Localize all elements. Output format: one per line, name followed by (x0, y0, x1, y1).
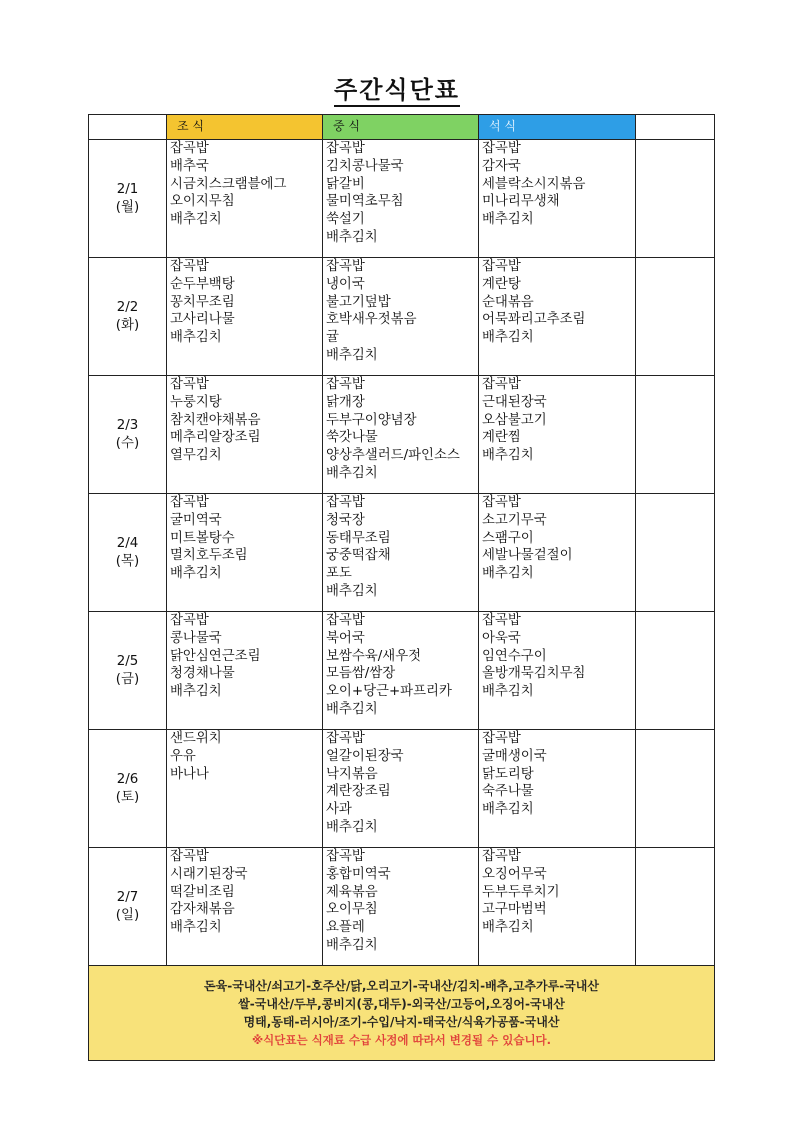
menu-item: 잡곡밥 (482, 141, 521, 156)
breakfast-menu-cell (167, 730, 323, 848)
menu-item: 잡곡밥 (482, 849, 521, 864)
menu-item: 잡곡밥 (326, 259, 365, 274)
dinner-menu-cell (479, 376, 636, 494)
menu-item: 고구마범벅 (482, 902, 547, 918)
day-date-cell (89, 258, 167, 376)
menu-item: 참치캔야채볶음 (170, 412, 261, 428)
menu-item: 배추김치 (482, 920, 534, 936)
menu-item: 잡곡밥 (482, 259, 521, 274)
menu-item: 오삼불고기 (482, 412, 547, 428)
menu-item: 북어국 (326, 630, 365, 646)
day-of-week: (금) (115, 671, 140, 687)
menu-item: 오징어무국 (482, 866, 547, 882)
change-warning: ※식단표는 식재료 수급 사정에 따라서 변경될 수 있습니다. (251, 1033, 552, 1047)
menu-item: 꽁치무조림 (170, 294, 235, 310)
day-row (89, 376, 715, 494)
menu-item: 배추김치 (482, 330, 534, 346)
menu-item: 잡곡밥 (170, 495, 209, 510)
menu-item: 김치콩나물국 (326, 158, 404, 174)
extra-cell (636, 494, 715, 612)
menu-item: 고사리나물 (170, 312, 235, 328)
menu-item: 배추김치 (326, 701, 378, 717)
menu-item: 잡곡밥 (326, 495, 365, 510)
menu-item: 순대볶음 (482, 294, 534, 310)
menu-item: 열무김치 (170, 448, 222, 464)
table-header-row (89, 115, 715, 140)
menu-item: 홍합미역국 (326, 866, 391, 882)
menu-item: 임연수구이 (482, 648, 547, 664)
lunch-menu-cell (323, 848, 479, 966)
menu-item: 시금치스크램블에그 (170, 176, 287, 192)
lunch-menu-cell (323, 612, 479, 730)
menu-item: 잡곡밥 (482, 731, 521, 746)
day-date-cell (89, 848, 167, 966)
day-of-week: (목) (115, 553, 140, 569)
dinner-menu-cell (479, 258, 636, 376)
breakfast-menu-cell (167, 494, 323, 612)
menu-item: 배추김치 (170, 684, 222, 700)
day-of-week: (화) (115, 317, 140, 333)
menu-item: 아욱국 (482, 630, 521, 646)
menu-item: 굴매생이국 (482, 748, 547, 764)
menu-item: 호박새우젓볶음 (326, 312, 417, 328)
menu-item: 쑥설기 (326, 212, 365, 228)
menu-item: 제육볶음 (326, 884, 378, 900)
weekly-menu-table (88, 114, 715, 1061)
lunch-menu-cell (323, 494, 479, 612)
extra-cell (636, 612, 715, 730)
header-corner (89, 115, 167, 140)
menu-item: 잡곡밥 (326, 849, 365, 864)
breakfast-menu-cell (167, 848, 323, 966)
day-of-week: (월) (115, 199, 140, 215)
dinner-menu-cell (479, 140, 636, 258)
menu-item: 잡곡밥 (170, 613, 209, 628)
origin-line: 돈육-국내산/쇠고기-호주산/닭,오리고기-국내산/김치-배추,고추가루-국내산 (204, 979, 599, 993)
menu-item: 감자국 (482, 158, 521, 174)
day-row (89, 140, 715, 258)
breakfast-menu-cell (167, 612, 323, 730)
menu-item: 잡곡밥 (326, 613, 365, 628)
menu-item: 콩나물국 (170, 630, 222, 646)
menu-item: 사과 (326, 802, 352, 818)
menu-item: 동태무조림 (326, 530, 391, 546)
header-extra (636, 115, 715, 140)
menu-item: 굴미역국 (170, 512, 222, 528)
menu-item: 닭갈비 (326, 176, 365, 192)
dinner-menu-cell (479, 730, 636, 848)
menu-item: 어묵꽈리고추조림 (482, 312, 586, 328)
menu-item: 배추김치 (170, 330, 222, 346)
day-date: 2/5 (116, 653, 139, 669)
header-lunch: 중 식 (323, 115, 479, 140)
day-row (89, 494, 715, 612)
menu-item: 미트볼탕수 (170, 530, 235, 546)
extra-cell (636, 730, 715, 848)
menu-item: 배추김치 (482, 212, 534, 228)
menu-item: 닭안심연근조림 (170, 648, 261, 664)
menu-item: 잡곡밥 (170, 141, 209, 156)
menu-item: 잡곡밥 (482, 495, 521, 510)
menu-item: 쑥갓나물 (326, 430, 378, 446)
origin-line: 명태,동태-러시아/조기-수입/낙지-태국산/식육가공품-국내산 (243, 1015, 560, 1029)
menu-item: 멸치호두조림 (170, 548, 248, 564)
day-date-cell (89, 140, 167, 258)
breakfast-menu-cell (167, 258, 323, 376)
menu-item: 잡곡밥 (326, 731, 365, 746)
menu-item: 잡곡밥 (326, 141, 365, 156)
extra-cell (636, 140, 715, 258)
menu-item: 우유 (170, 748, 196, 764)
menu-item: 닭개장 (326, 394, 365, 410)
extra-cell (636, 376, 715, 494)
menu-item: 낙지볶음 (326, 766, 378, 782)
menu-item: 불고기덮밥 (326, 294, 391, 310)
menu-item: 미나리무생채 (482, 194, 560, 210)
menu-item: 청경채나물 (170, 666, 235, 682)
menu-item: 배추김치 (326, 465, 378, 481)
menu-item: 계란장조림 (326, 784, 391, 800)
breakfast-menu-cell (167, 376, 323, 494)
menu-item: 보쌈수육/새우젓 (326, 648, 422, 664)
menu-item: 배추김치 (326, 229, 378, 245)
menu-item: 샌드위치 (170, 731, 222, 746)
menu-item: 숙주나물 (482, 784, 534, 800)
breakfast-menu-cell (167, 140, 323, 258)
menu-item: 배추김치 (482, 448, 534, 464)
menu-item: 배추김치 (482, 566, 534, 582)
menu-item: 스팸구이 (482, 530, 534, 546)
menu-item: 잡곡밥 (170, 259, 209, 274)
menu-item: 배추김치 (482, 802, 534, 818)
lunch-menu-cell (323, 258, 479, 376)
menu-item: 귤 (326, 330, 339, 346)
dinner-menu-cell (479, 494, 636, 612)
lunch-menu-cell (323, 140, 479, 258)
menu-item: 계란찜 (482, 430, 521, 446)
dinner-menu-cell (479, 612, 636, 730)
page-title (0, 70, 794, 105)
menu-item: 배추김치 (170, 920, 222, 936)
header-breakfast: 조 식 (167, 115, 323, 140)
day-row (89, 848, 715, 966)
dinner-menu-cell (479, 848, 636, 966)
menu-item: 포도 (326, 566, 352, 582)
lunch-menu-cell (323, 730, 479, 848)
menu-item: 잡곡밥 (482, 613, 521, 628)
day-date: 2/3 (116, 417, 139, 433)
day-row (89, 612, 715, 730)
menu-item: 배추김치 (326, 819, 378, 835)
menu-item: 세블락소시지볶음 (482, 176, 586, 192)
menu-item: 궁중떡잡채 (326, 548, 391, 564)
menu-item: 세발나물겉절이 (482, 548, 573, 564)
menu-item: 잡곡밥 (482, 377, 521, 392)
extra-cell (636, 848, 715, 966)
menu-item: 냉이국 (326, 276, 365, 292)
menu-item: 근대된장국 (482, 394, 547, 410)
day-date-cell (89, 612, 167, 730)
menu-item: 배추국 (170, 158, 209, 174)
menu-item: 두부두루치기 (482, 884, 560, 900)
menu-item: 배추김치 (326, 347, 378, 363)
day-date-cell (89, 494, 167, 612)
header-dinner: 석 식 (479, 115, 636, 140)
menu-item: 얼갈이된장국 (326, 748, 404, 764)
menu-item: 배추김치 (326, 937, 378, 953)
menu-item: 잡곡밥 (326, 377, 365, 392)
menu-item: 배추김치 (170, 566, 222, 582)
day-date-cell (89, 376, 167, 494)
menu-item: 두부구이양념장 (326, 412, 417, 428)
menu-item: 오이+당근+파프리카 (326, 684, 452, 700)
day-date: 2/7 (116, 889, 139, 905)
menu-item: 청국장 (326, 512, 365, 528)
menu-item: 오이무침 (326, 902, 378, 918)
menu-item: 누룽지탕 (170, 394, 222, 410)
menu-item: 순두부백탕 (170, 276, 235, 292)
menu-item: 감자채볶음 (170, 902, 235, 918)
menu-item: 메추리알장조림 (170, 430, 261, 446)
lunch-menu-cell (323, 376, 479, 494)
menu-item: 물미역초무침 (326, 194, 404, 210)
day-of-week: (수) (115, 435, 140, 451)
menu-item: 계란탕 (482, 276, 521, 292)
menu-item: 양상추샐러드/파인소스 (326, 448, 460, 464)
day-of-week: (일) (115, 907, 140, 923)
menu-item: 떡갈비조림 (170, 884, 235, 900)
menu-item: 요플레 (326, 920, 365, 936)
notice-row (89, 966, 715, 1061)
menu-item: 바나나 (170, 766, 209, 782)
day-date: 2/2 (116, 299, 139, 315)
day-date: 2/4 (116, 535, 139, 551)
menu-item: 잡곡밥 (170, 849, 209, 864)
day-date: 2/1 (116, 181, 139, 197)
menu-item: 오이지무침 (170, 194, 235, 210)
day-rows (89, 140, 715, 966)
menu-item: 닭도리탕 (482, 766, 534, 782)
day-date: 2/6 (116, 771, 139, 787)
menu-item: 배추김치 (170, 212, 222, 228)
page-title-text: 주간식단표 (334, 76, 460, 107)
menu-item: 잡곡밥 (170, 377, 209, 392)
day-date-cell (89, 730, 167, 848)
origin-notice (89, 966, 715, 1061)
menu-item: 모듬쌈/쌈장 (326, 666, 396, 682)
menu-item: 소고기무국 (482, 512, 547, 528)
day-row (89, 258, 715, 376)
day-row (89, 730, 715, 848)
origin-line: 쌀-국내산/두부,콩비지(콩,대두)-외국산/고등어,오징어-국내산 (238, 997, 565, 1011)
menu-item: 배추김치 (482, 684, 534, 700)
menu-item: 배추김치 (326, 583, 378, 599)
extra-cell (636, 258, 715, 376)
day-of-week: (토) (115, 789, 140, 805)
menu-item: 올방개묵김치무침 (482, 666, 586, 682)
menu-item: 시래기된장국 (170, 866, 248, 882)
